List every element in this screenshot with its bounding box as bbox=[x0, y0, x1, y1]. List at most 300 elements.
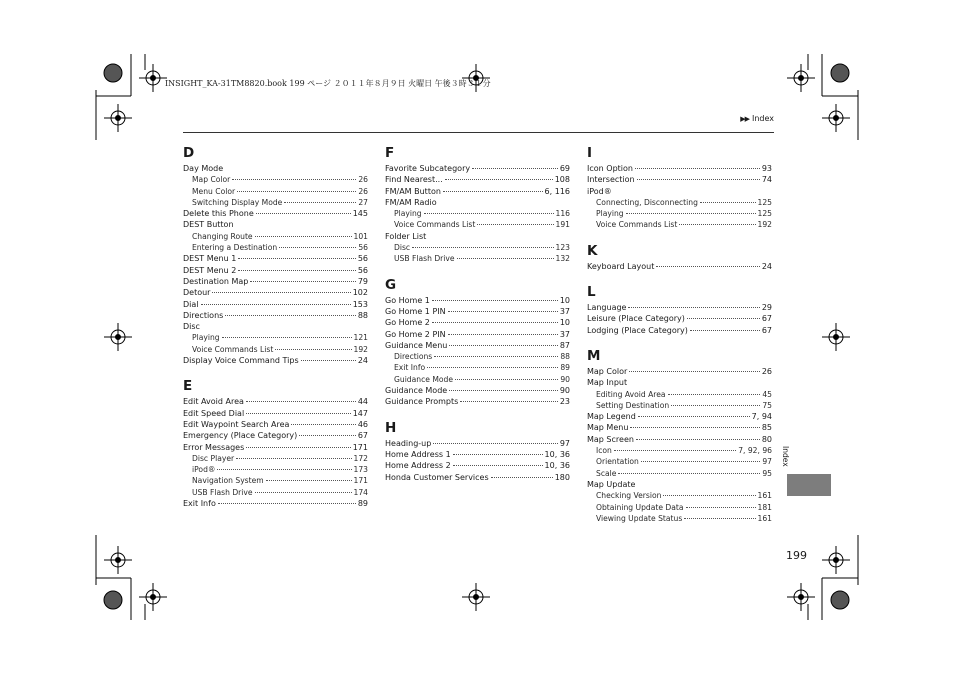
entry-label: Go Home 2 PIN bbox=[385, 329, 446, 339]
leader-dots bbox=[255, 236, 352, 237]
entry-label: Edit Avoid Area bbox=[183, 397, 244, 407]
index-entry[interactable] bbox=[183, 287, 368, 298]
entry-label: USB Flash Drive bbox=[394, 254, 455, 264]
section-letter: M bbox=[587, 347, 601, 364]
index-entry[interactable] bbox=[385, 295, 570, 306]
entry-page[interactable]: 45 bbox=[762, 389, 772, 399]
entry-label: Entering a Destination bbox=[192, 243, 278, 253]
leader-dots bbox=[255, 492, 352, 493]
entry-label: Guidance Mode bbox=[394, 374, 454, 384]
section-letter: I bbox=[587, 145, 593, 161]
leader-dots bbox=[424, 213, 554, 214]
index-entry[interactable] bbox=[587, 377, 772, 388]
leader-dots bbox=[477, 224, 553, 225]
entry-page[interactable]: 90 bbox=[559, 386, 570, 396]
leader-dots bbox=[291, 424, 355, 425]
entry-label: Map Input bbox=[587, 378, 628, 388]
index-entry[interactable] bbox=[385, 329, 570, 340]
entry-label: Obtaining Update Data bbox=[596, 502, 684, 512]
entry-label: Disc bbox=[394, 243, 411, 253]
index-subentry[interactable] bbox=[385, 253, 570, 264]
leader-dots bbox=[636, 439, 760, 440]
leader-dots bbox=[301, 360, 356, 361]
entry-label: Changing Route bbox=[192, 231, 253, 241]
index-entry[interactable] bbox=[385, 231, 570, 242]
entry-label: Icon bbox=[596, 446, 612, 456]
leader-dots bbox=[443, 191, 543, 192]
print-info-line: INSIGHT_KA-31TM8820.book 199 ページ ２０１１年８月９日 火曜日 午後３時３１分 bbox=[165, 79, 491, 88]
entry-page[interactable]: 153 bbox=[352, 299, 368, 309]
entry-label: Playing bbox=[596, 209, 624, 219]
index-column-3 bbox=[587, 146, 772, 524]
entry-page[interactable]: 174 bbox=[353, 487, 368, 497]
index-subentry[interactable] bbox=[183, 344, 368, 355]
index-entry[interactable] bbox=[183, 430, 368, 441]
entry-label: Scale bbox=[596, 468, 617, 478]
leader-dots bbox=[237, 191, 356, 192]
index-entry[interactable] bbox=[183, 396, 368, 407]
entry-label: DEST Menu 1 bbox=[183, 254, 237, 264]
leader-dots bbox=[626, 213, 756, 214]
entry-page[interactable]: 24 bbox=[761, 261, 772, 271]
entry-page[interactable]: 27 bbox=[358, 197, 368, 207]
index-entry[interactable] bbox=[385, 472, 570, 483]
leader-dots bbox=[449, 345, 557, 346]
entry-page[interactable]: 37 bbox=[559, 306, 570, 316]
index-entry[interactable] bbox=[183, 442, 368, 453]
entry-label: Heading-up bbox=[385, 438, 432, 448]
leader-dots bbox=[445, 179, 553, 180]
double-arrow-icon: ▶▶ bbox=[740, 115, 749, 123]
index-entry[interactable] bbox=[587, 479, 772, 490]
entry-page[interactable]: 56 bbox=[357, 254, 368, 264]
entry-label: Voice Commands List bbox=[596, 220, 678, 230]
entry-label: Home Address 2 bbox=[385, 461, 451, 471]
index-entry[interactable] bbox=[183, 253, 368, 264]
entry-label: Display Voice Command Tips bbox=[183, 356, 299, 366]
entry-label: Go Home 1 bbox=[385, 295, 430, 305]
entry-label: Exit Info bbox=[394, 363, 426, 373]
section-gap bbox=[587, 336, 772, 349]
leader-dots bbox=[679, 224, 755, 225]
page-number: 199 bbox=[786, 549, 807, 562]
entry-page[interactable]: 132 bbox=[555, 254, 570, 264]
entry-page[interactable]: 37 bbox=[559, 329, 570, 339]
entry-label: Guidance Mode bbox=[385, 386, 448, 396]
index-entry[interactable] bbox=[385, 396, 570, 407]
entry-page[interactable]: 123 bbox=[555, 243, 570, 253]
leader-dots bbox=[472, 168, 558, 169]
leader-dots bbox=[238, 258, 355, 259]
index-subentry[interactable] bbox=[587, 468, 772, 479]
entry-label: iPod® bbox=[192, 465, 216, 475]
leader-dots bbox=[201, 304, 351, 305]
entry-page[interactable]: 56 bbox=[358, 243, 368, 253]
index-subentry[interactable] bbox=[183, 242, 368, 253]
index-entry[interactable] bbox=[587, 411, 772, 422]
section-gap bbox=[183, 366, 368, 379]
index-subentry[interactable] bbox=[385, 374, 570, 385]
entry-label: USB Flash Drive bbox=[192, 487, 253, 497]
entry-label: Map Legend bbox=[587, 412, 636, 422]
entry-label: Setting Destination bbox=[596, 400, 670, 410]
entry-page[interactable]: 171 bbox=[352, 442, 368, 452]
index-subentry[interactable] bbox=[183, 174, 368, 185]
entry-page[interactable]: 10, 36 bbox=[544, 449, 570, 459]
entry-label: Day Mode bbox=[183, 164, 224, 173]
index-subentry[interactable] bbox=[587, 208, 772, 219]
leader-dots bbox=[225, 315, 356, 316]
leader-dots bbox=[236, 458, 351, 459]
entry-page[interactable]: 180 bbox=[554, 472, 570, 482]
index-entry[interactable] bbox=[183, 310, 368, 321]
index-subentry[interactable] bbox=[587, 197, 772, 208]
entry-page[interactable]: 26 bbox=[761, 366, 772, 376]
breadcrumb-label[interactable]: Index bbox=[751, 114, 774, 123]
leader-dots bbox=[671, 405, 760, 406]
leader-dots bbox=[412, 247, 553, 248]
entry-page[interactable]: 97 bbox=[762, 457, 772, 467]
entry-page[interactable]: 145 bbox=[352, 209, 368, 219]
leader-dots bbox=[238, 270, 355, 271]
leader-dots bbox=[638, 416, 750, 417]
leader-dots bbox=[218, 503, 356, 504]
entry-label: Exit Info bbox=[183, 499, 216, 509]
leader-dots bbox=[246, 401, 356, 402]
section-gap bbox=[385, 265, 570, 278]
index-subentry[interactable] bbox=[587, 400, 772, 411]
entry-page[interactable]: 161 bbox=[757, 491, 772, 501]
leader-dots bbox=[663, 495, 755, 496]
leader-dots bbox=[635, 168, 760, 169]
entry-page[interactable]: 108 bbox=[554, 175, 570, 185]
entry-label: DEST Button bbox=[183, 220, 234, 230]
index-entry[interactable] bbox=[385, 340, 570, 351]
entry-label: Map Color bbox=[192, 175, 231, 185]
entry-page[interactable]: 6, 116 bbox=[544, 186, 570, 196]
leader-dots bbox=[628, 307, 759, 308]
entry-label: Emergency (Place Category) bbox=[183, 431, 298, 441]
index-entry[interactable] bbox=[183, 498, 368, 509]
entry-label: FM/AM Radio bbox=[385, 197, 437, 207]
entry-label: Map Screen bbox=[587, 434, 634, 444]
index-entry[interactable] bbox=[587, 313, 772, 324]
entry-label: Leisure (Place Category) bbox=[587, 314, 685, 324]
entry-label: Voice Commands List bbox=[192, 344, 274, 354]
entry-label: Favorite Subcategory bbox=[385, 164, 471, 173]
section-gap bbox=[385, 408, 570, 421]
index-entry[interactable] bbox=[183, 419, 368, 430]
entry-page[interactable]: 26 bbox=[358, 186, 368, 196]
entry-label: Disc Player bbox=[192, 453, 235, 463]
index-entry[interactable] bbox=[183, 321, 368, 332]
entry-label: Directions bbox=[183, 310, 224, 320]
leader-dots bbox=[212, 292, 350, 293]
leader-dots bbox=[491, 477, 553, 478]
index-entry[interactable] bbox=[183, 163, 368, 174]
entry-label: Menu Color bbox=[192, 186, 236, 196]
index-subentry[interactable] bbox=[183, 186, 368, 197]
index-entry[interactable] bbox=[587, 302, 772, 313]
index-entry[interactable] bbox=[587, 422, 772, 433]
side-tab bbox=[787, 474, 831, 496]
breadcrumb bbox=[740, 114, 774, 123]
leader-dots bbox=[668, 394, 761, 395]
section-letter: D bbox=[183, 145, 195, 161]
entry-page[interactable]: 121 bbox=[353, 333, 368, 343]
index-entry[interactable] bbox=[385, 197, 570, 208]
index-entry[interactable] bbox=[385, 438, 570, 449]
entry-label: Guidance Prompts bbox=[385, 397, 459, 407]
leader-dots bbox=[684, 518, 755, 519]
entry-page[interactable]: 29 bbox=[761, 303, 772, 313]
leader-dots bbox=[299, 435, 356, 436]
entry-page[interactable]: 147 bbox=[352, 408, 368, 418]
entry-label: Home Address 1 bbox=[385, 449, 451, 459]
section-letter: G bbox=[385, 276, 397, 293]
leader-dots bbox=[284, 202, 356, 203]
index-subentry[interactable] bbox=[385, 351, 570, 362]
leader-dots bbox=[686, 507, 756, 508]
entry-label: Directions bbox=[394, 352, 433, 362]
leader-dots bbox=[432, 300, 558, 301]
entry-label: Guidance Menu bbox=[385, 340, 448, 350]
leader-dots bbox=[448, 311, 558, 312]
entry-page[interactable]: 191 bbox=[555, 220, 570, 230]
entry-page[interactable]: 192 bbox=[757, 220, 772, 230]
entry-page[interactable]: 56 bbox=[357, 265, 368, 275]
index-entry[interactable] bbox=[587, 434, 772, 445]
entry-page[interactable]: 161 bbox=[757, 513, 772, 523]
leader-dots bbox=[427, 367, 558, 368]
index-entry[interactable] bbox=[587, 366, 772, 377]
index-subentry[interactable] bbox=[183, 453, 368, 464]
entry-page[interactable]: 192 bbox=[353, 344, 368, 354]
index-subentry[interactable] bbox=[587, 513, 772, 524]
leader-dots bbox=[217, 469, 351, 470]
entry-page[interactable]: 10 bbox=[559, 295, 570, 305]
entry-page[interactable]: 171 bbox=[353, 476, 368, 486]
entry-page[interactable]: 26 bbox=[358, 175, 368, 185]
leader-dots bbox=[637, 179, 760, 180]
section-letter: L bbox=[587, 284, 596, 301]
index-subentry[interactable] bbox=[385, 219, 570, 230]
index-entry[interactable] bbox=[385, 449, 570, 460]
entry-page[interactable]: 90 bbox=[560, 374, 570, 384]
entry-page[interactable]: 173 bbox=[353, 465, 368, 475]
index-subentry[interactable] bbox=[587, 456, 772, 467]
leader-dots bbox=[222, 337, 352, 338]
entry-page[interactable]: 69 bbox=[559, 164, 570, 173]
section-letter: H bbox=[385, 419, 397, 436]
entry-page[interactable]: 93 bbox=[761, 164, 772, 173]
entry-label: Map Color bbox=[587, 366, 628, 376]
index-subentry[interactable] bbox=[183, 475, 368, 486]
index-subentry[interactable] bbox=[183, 464, 368, 475]
index-entry[interactable] bbox=[183, 408, 368, 419]
entry-label: Orientation bbox=[596, 457, 639, 467]
entry-page[interactable]: 44 bbox=[357, 397, 368, 407]
leader-dots bbox=[432, 322, 558, 323]
entry-page[interactable]: 181 bbox=[757, 502, 772, 512]
entry-label: Switching Display Mode bbox=[192, 197, 283, 207]
entry-label: Edit Waypoint Search Area bbox=[183, 419, 290, 429]
entry-label: Keyboard Layout bbox=[587, 261, 655, 271]
entry-label: Destination Map bbox=[183, 276, 249, 286]
leader-dots bbox=[460, 401, 558, 402]
index-entry[interactable] bbox=[587, 186, 772, 197]
entry-label: Checking Version bbox=[596, 491, 662, 501]
entry-label: Voice Commands List bbox=[394, 220, 476, 230]
entry-label: Navigation System bbox=[192, 476, 264, 486]
leader-dots bbox=[433, 443, 557, 444]
entry-label: Map Update bbox=[587, 479, 636, 489]
entry-page[interactable]: 125 bbox=[757, 209, 772, 219]
entry-label: Lodging (Place Category) bbox=[587, 325, 688, 335]
leader-dots bbox=[457, 258, 554, 259]
index-entry[interactable] bbox=[385, 306, 570, 317]
index-subentry[interactable] bbox=[183, 231, 368, 242]
index-subentry[interactable] bbox=[587, 445, 772, 456]
entry-page[interactable]: 101 bbox=[353, 231, 368, 241]
leader-dots bbox=[453, 454, 543, 455]
index-entry[interactable] bbox=[587, 325, 772, 336]
index-subentry[interactable] bbox=[587, 502, 772, 513]
index-entry[interactable] bbox=[183, 299, 368, 310]
entry-page[interactable]: 89 bbox=[357, 499, 368, 509]
index-entry[interactable] bbox=[183, 265, 368, 276]
entry-label: Intersection bbox=[587, 175, 635, 185]
entry-page[interactable]: 88 bbox=[560, 352, 570, 362]
section-letter: E bbox=[183, 378, 193, 395]
index-subentry[interactable] bbox=[183, 332, 368, 343]
entry-page[interactable]: 10 bbox=[559, 318, 570, 328]
entry-page[interactable]: 10, 36 bbox=[544, 461, 570, 471]
entry-page[interactable]: 24 bbox=[357, 356, 368, 366]
leader-dots bbox=[275, 349, 351, 350]
entry-label: Playing bbox=[394, 209, 422, 219]
entry-page[interactable]: 74 bbox=[761, 175, 772, 185]
top-rule bbox=[183, 132, 774, 133]
entry-page[interactable]: 7, 92, 96 bbox=[738, 446, 772, 456]
entry-page[interactable]: 75 bbox=[762, 400, 772, 410]
index-entry[interactable] bbox=[385, 174, 570, 185]
index-subentry[interactable] bbox=[587, 219, 772, 230]
entry-label: DEST Menu 2 bbox=[183, 265, 237, 275]
entry-label: Disc bbox=[183, 322, 200, 332]
entry-page[interactable]: 67 bbox=[357, 431, 368, 441]
entry-page[interactable]: 97 bbox=[559, 438, 570, 448]
entry-label: Map Menu bbox=[587, 423, 629, 433]
entry-page[interactable]: 85 bbox=[761, 423, 772, 433]
leader-dots bbox=[246, 413, 351, 414]
entry-page[interactable]: 67 bbox=[761, 325, 772, 335]
index-subentry[interactable] bbox=[385, 362, 570, 373]
leader-dots bbox=[629, 371, 760, 372]
index-subentry[interactable] bbox=[587, 490, 772, 501]
index-entry[interactable] bbox=[587, 261, 772, 272]
index-subentry[interactable] bbox=[587, 389, 772, 400]
leader-dots bbox=[641, 461, 760, 462]
index-subentry[interactable] bbox=[183, 197, 368, 208]
entry-page[interactable]: 88 bbox=[357, 310, 368, 320]
index-entry[interactable] bbox=[587, 163, 772, 174]
entry-page[interactable]: 80 bbox=[761, 434, 772, 444]
entry-page[interactable]: 67 bbox=[761, 314, 772, 324]
index-entry[interactable] bbox=[183, 276, 368, 287]
leader-dots bbox=[232, 179, 356, 180]
leader-dots bbox=[455, 379, 558, 380]
index-entry[interactable] bbox=[385, 186, 570, 197]
entry-page[interactable]: 116 bbox=[555, 209, 570, 219]
entry-page[interactable]: 172 bbox=[353, 453, 368, 463]
entry-page[interactable]: 23 bbox=[559, 397, 570, 407]
entry-label: Edit Speed Dial bbox=[183, 408, 245, 418]
side-tab-label: Index bbox=[781, 446, 790, 467]
entry-label: Folder List bbox=[385, 231, 427, 241]
index-subentry[interactable] bbox=[385, 242, 570, 253]
leader-dots bbox=[246, 447, 350, 448]
index-column-2 bbox=[385, 146, 570, 483]
leader-dots bbox=[656, 266, 759, 267]
entry-label: Icon Option bbox=[587, 164, 633, 173]
entry-page[interactable]: 89 bbox=[560, 363, 570, 373]
entry-label: Language bbox=[587, 303, 627, 313]
leader-dots bbox=[266, 480, 352, 481]
entry-label: Honda Customer Services bbox=[385, 472, 489, 482]
leader-dots bbox=[256, 213, 351, 214]
leader-dots bbox=[453, 465, 543, 466]
index-entry[interactable] bbox=[587, 174, 772, 185]
entry-page[interactable]: 7, 94 bbox=[751, 412, 772, 422]
index-entry[interactable] bbox=[183, 208, 368, 219]
entry-label: Connecting, Disconnecting bbox=[596, 197, 698, 207]
index-entry[interactable] bbox=[385, 460, 570, 471]
entry-label: Editing Avoid Area bbox=[596, 389, 666, 399]
leader-dots bbox=[687, 318, 760, 319]
entry-page[interactable]: 46 bbox=[357, 419, 368, 429]
leader-dots bbox=[449, 390, 558, 391]
index-entry[interactable] bbox=[183, 355, 368, 366]
entry-label: Error Messages bbox=[183, 442, 245, 452]
index-entry[interactable] bbox=[183, 219, 368, 230]
index-subentry[interactable] bbox=[385, 208, 570, 219]
entry-page[interactable]: 95 bbox=[762, 468, 772, 478]
entry-page[interactable]: 79 bbox=[357, 276, 368, 286]
entry-label: Playing bbox=[192, 333, 220, 343]
entry-label: iPod® bbox=[587, 186, 612, 196]
leader-dots bbox=[618, 473, 760, 474]
entry-page[interactable]: 87 bbox=[559, 340, 570, 350]
entry-label: Go Home 1 PIN bbox=[385, 306, 446, 316]
index-subentry[interactable] bbox=[183, 487, 368, 498]
entry-page[interactable]: 102 bbox=[352, 288, 368, 298]
entry-label: FM/AM Button bbox=[385, 186, 441, 196]
index-entry[interactable] bbox=[385, 317, 570, 328]
entry-page[interactable]: 125 bbox=[757, 197, 772, 207]
leader-dots bbox=[630, 427, 759, 428]
section-letter: K bbox=[587, 242, 598, 259]
entry-label: Dial bbox=[183, 299, 199, 309]
section-letter: F bbox=[385, 145, 395, 161]
index-entry[interactable] bbox=[385, 385, 570, 396]
index-entry[interactable] bbox=[385, 163, 570, 174]
entry-label: Go Home 2 bbox=[385, 318, 430, 328]
leader-dots bbox=[614, 450, 736, 451]
entry-label: Viewing Update Status bbox=[596, 513, 683, 523]
entry-label: Detour bbox=[183, 288, 211, 298]
section-gap bbox=[587, 231, 772, 244]
